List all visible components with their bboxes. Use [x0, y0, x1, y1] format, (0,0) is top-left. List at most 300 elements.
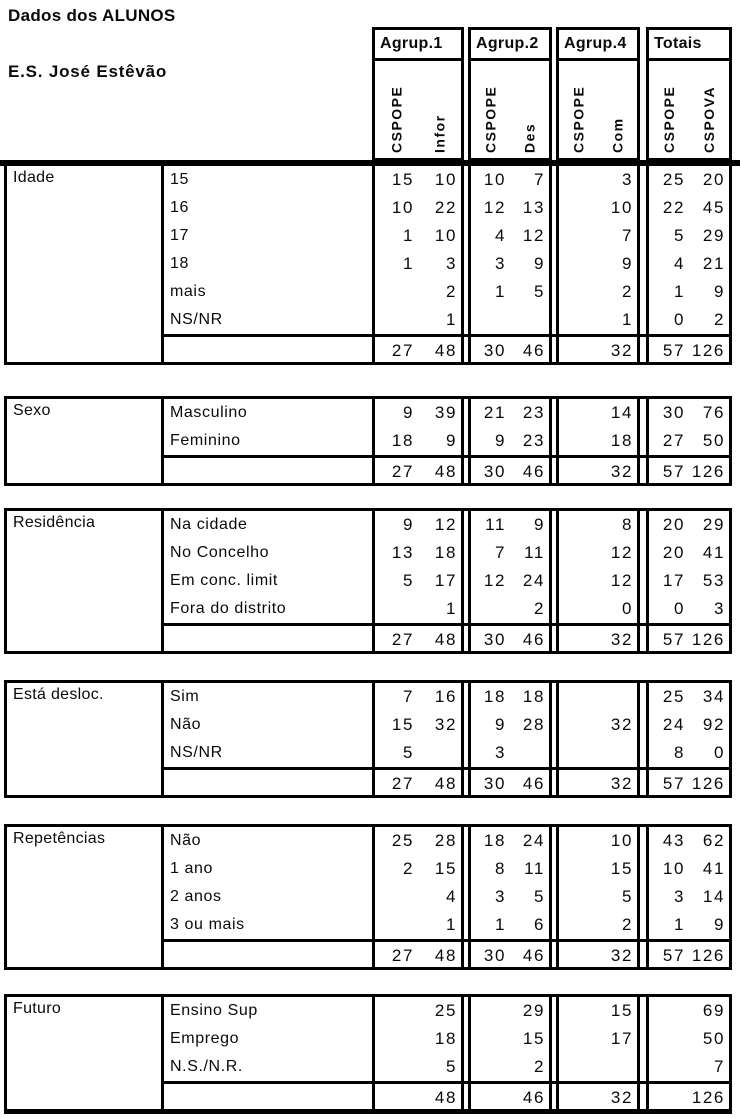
- value: [649, 1053, 689, 1081]
- value-cell: [646, 739, 732, 767]
- value: 76: [702, 403, 725, 422]
- totals-value-cell: [468, 767, 552, 795]
- value: 2: [713, 310, 725, 329]
- value: 3: [494, 743, 506, 762]
- section-label: Está desloc.: [4, 683, 164, 795]
- value: 57: [662, 774, 685, 793]
- totals-value-cell: [372, 1081, 464, 1109]
- value-cell: [556, 997, 640, 1025]
- value: [559, 883, 598, 911]
- value-cell: [372, 250, 464, 278]
- row-label: No Concelho: [170, 544, 270, 561]
- value-cell: [646, 711, 732, 739]
- value: 9: [402, 515, 414, 534]
- totals-value-cell: [372, 767, 464, 795]
- value-cell: [372, 827, 464, 855]
- value: 29: [702, 226, 725, 245]
- column-group-label: Agrup.1: [375, 30, 461, 61]
- value-cell: [646, 250, 732, 278]
- value: 2: [402, 859, 414, 878]
- row-label: 16: [170, 199, 189, 216]
- value: 7: [621, 226, 633, 245]
- value: 18: [391, 431, 414, 450]
- row-label: Ensino Sup: [170, 1002, 258, 1019]
- value: [559, 827, 598, 855]
- subcolumn-label: CSPOPE: [661, 85, 677, 153]
- value: 30: [662, 403, 685, 422]
- value: [598, 739, 637, 767]
- value: [559, 222, 598, 250]
- value: 13: [522, 198, 545, 217]
- value-cell: [468, 883, 552, 911]
- value-cell: [468, 399, 552, 427]
- column-group-label: Agrup.4: [559, 30, 637, 61]
- row-label: 15: [170, 171, 189, 188]
- table-section: [4, 166, 732, 365]
- value: [559, 683, 598, 711]
- value-cell: [556, 166, 640, 194]
- value: [598, 683, 637, 711]
- value: 0: [621, 599, 633, 618]
- value: [559, 166, 598, 194]
- value: 126: [691, 341, 725, 360]
- value-cell: [646, 595, 732, 623]
- section-label: Idade: [4, 166, 164, 362]
- value: 6: [533, 915, 545, 934]
- value-cell: [468, 855, 552, 883]
- subcolumn-label: Com: [609, 117, 626, 153]
- value: 4: [673, 254, 685, 273]
- totals-row-label: [164, 455, 372, 483]
- subcolumn-label: Des: [521, 122, 538, 153]
- table-section: [4, 680, 732, 798]
- value: 8: [673, 743, 685, 762]
- value: 2: [621, 282, 633, 301]
- value: [649, 1084, 689, 1109]
- value: [559, 626, 598, 651]
- value: 9: [713, 915, 725, 934]
- value: 3: [494, 887, 506, 906]
- value: 9: [621, 254, 633, 273]
- totals-value-cell: [646, 1081, 732, 1109]
- value-cell: [468, 1053, 552, 1081]
- value: 34: [702, 687, 725, 706]
- value: 21: [483, 403, 506, 422]
- value: [559, 337, 598, 362]
- value: 9: [713, 282, 725, 301]
- value-cell: [646, 683, 732, 711]
- value: 18: [483, 687, 506, 706]
- section-label: Residência: [4, 511, 164, 651]
- value-cell: [372, 595, 464, 623]
- totals-value-cell: [646, 939, 732, 967]
- value: 2: [445, 282, 457, 301]
- value: [559, 194, 598, 222]
- value: 46: [522, 341, 545, 360]
- value: [471, 306, 510, 334]
- value: [559, 770, 598, 795]
- value: 57: [662, 946, 685, 965]
- value: [471, 1053, 510, 1081]
- value: 25: [434, 1001, 457, 1020]
- value: [649, 1025, 689, 1053]
- value: 1: [445, 915, 457, 934]
- value: 22: [662, 198, 685, 217]
- totals-value-cell: [646, 623, 732, 651]
- value-cell: [372, 911, 464, 939]
- value: 23: [522, 431, 545, 450]
- value: [559, 399, 598, 427]
- value-cell: [646, 997, 732, 1025]
- value-cell: [468, 539, 552, 567]
- value: [559, 595, 598, 623]
- value: 53: [702, 571, 725, 590]
- value-cell: [468, 997, 552, 1025]
- value: [559, 306, 598, 334]
- value: 18: [434, 1029, 457, 1048]
- value: 4: [494, 226, 506, 245]
- value: 32: [610, 1088, 633, 1107]
- value: [418, 739, 461, 767]
- value: 32: [610, 715, 633, 734]
- value-cell: [372, 1025, 464, 1053]
- value: 22: [434, 198, 457, 217]
- row-label: 18: [170, 255, 189, 272]
- value: 28: [434, 831, 457, 850]
- value-cell: [646, 278, 732, 306]
- subcolumn-label: CSPOPE: [482, 85, 499, 153]
- value-cell: [468, 683, 552, 711]
- value: 126: [691, 946, 725, 965]
- value-cell: [372, 194, 464, 222]
- value: 69: [702, 1001, 725, 1020]
- value: 1: [445, 310, 457, 329]
- table-section: [4, 508, 732, 654]
- value-cell: [468, 595, 552, 623]
- subcolumn-label: Infor: [431, 114, 448, 153]
- school-name: E.S. José Estêvão: [8, 62, 168, 81]
- value: [559, 511, 598, 539]
- value: 20: [662, 543, 685, 562]
- value-cell: [646, 1053, 732, 1081]
- value: 57: [662, 341, 685, 360]
- value: 12: [434, 515, 457, 534]
- value-cell: [646, 855, 732, 883]
- row-label: 3 ou mais: [170, 916, 245, 933]
- value: 46: [522, 774, 545, 793]
- value: [598, 1053, 637, 1081]
- value: 1: [494, 282, 506, 301]
- value: 27: [391, 630, 414, 649]
- value: 3: [713, 599, 725, 618]
- value: 5: [402, 571, 414, 590]
- value: [375, 278, 418, 306]
- totals-value-cell: [556, 767, 640, 795]
- value: [510, 306, 549, 334]
- value-cell: [646, 1025, 732, 1053]
- totals-value-cell: [646, 455, 732, 483]
- value: 32: [610, 341, 633, 360]
- value: 8: [494, 859, 506, 878]
- totals-row-label: [164, 334, 372, 362]
- value: 25: [662, 687, 685, 706]
- value: 24: [662, 715, 685, 734]
- totals-value-cell: [372, 334, 464, 362]
- totals-row-label: [164, 767, 372, 795]
- totals-value-cell: [372, 623, 464, 651]
- value: 1: [673, 915, 685, 934]
- value: 46: [522, 462, 545, 481]
- value: 14: [610, 403, 633, 422]
- value: 25: [391, 831, 414, 850]
- value-cell: [372, 166, 464, 194]
- column-group-label: Totais: [649, 30, 729, 61]
- totals-row-label: [164, 939, 372, 967]
- value: 15: [610, 859, 633, 878]
- value: 46: [522, 946, 545, 965]
- value: [375, 997, 418, 1025]
- value: 9: [402, 403, 414, 422]
- value-cell: [646, 567, 732, 595]
- value-cell: [468, 711, 552, 739]
- value-cell: [372, 683, 464, 711]
- value: 126: [691, 630, 725, 649]
- value: [559, 250, 598, 278]
- value: 48: [434, 341, 457, 360]
- value: 15: [391, 170, 414, 189]
- row-label: 2 anos: [170, 888, 222, 905]
- table-section: [4, 396, 732, 486]
- value-cell: [646, 399, 732, 427]
- row-label: mais: [170, 283, 207, 300]
- row-label: Masculino: [170, 404, 248, 421]
- value: [375, 1084, 418, 1109]
- value: 46: [522, 1088, 545, 1107]
- value-cell: [646, 827, 732, 855]
- value: 0: [673, 310, 685, 329]
- column-group: [372, 27, 464, 161]
- value: 9: [494, 431, 506, 450]
- value: 126: [691, 1088, 725, 1107]
- column-group: [468, 27, 552, 161]
- value: 9: [533, 254, 545, 273]
- value: 1: [445, 599, 457, 618]
- totals-row-label: [164, 623, 372, 651]
- totals-value-cell: [372, 455, 464, 483]
- value: 11: [524, 859, 545, 878]
- value: 7: [494, 543, 506, 562]
- value: 17: [662, 571, 685, 590]
- value: [559, 1084, 598, 1109]
- value: 5: [533, 887, 545, 906]
- value: [375, 883, 418, 911]
- value: 1: [402, 254, 414, 273]
- value: 32: [610, 630, 633, 649]
- value: [559, 1053, 598, 1081]
- totals-value-cell: [646, 334, 732, 362]
- value: 4: [445, 887, 457, 906]
- value-cell: [372, 511, 464, 539]
- totals-value-cell: [556, 455, 640, 483]
- row-label: Emprego: [170, 1030, 240, 1047]
- value: 30: [483, 630, 506, 649]
- value: 12: [610, 543, 633, 562]
- value: 32: [610, 774, 633, 793]
- section-label: Repetências: [4, 827, 164, 967]
- value-cell: [468, 511, 552, 539]
- value-cell: [372, 567, 464, 595]
- value-cell: [468, 250, 552, 278]
- row-label: Não: [170, 716, 202, 733]
- value-cell: [468, 166, 552, 194]
- value: 30: [483, 946, 506, 965]
- value: 18: [610, 431, 633, 450]
- table-section: [4, 824, 732, 970]
- row-label: Feminino: [170, 432, 241, 449]
- subcolumn-label: CSPOVA: [701, 85, 717, 153]
- table-section: [4, 994, 732, 1114]
- page-title: Dados dos ALUNOS: [8, 6, 176, 25]
- row-label: N.S./N.R.: [170, 1058, 243, 1075]
- value: 20: [662, 515, 685, 534]
- value: 17: [610, 1029, 633, 1048]
- value: 1: [621, 310, 633, 329]
- value-cell: [646, 539, 732, 567]
- value: 17: [434, 571, 457, 590]
- row-label: Fora do distrito: [170, 600, 287, 617]
- section-label: Futuro: [4, 997, 164, 1109]
- value: 62: [702, 831, 725, 850]
- value: 5: [445, 1057, 457, 1076]
- value-cell: [372, 427, 464, 455]
- value: 15: [522, 1029, 545, 1048]
- value: 57: [662, 462, 685, 481]
- value: 16: [434, 687, 457, 706]
- totals-value-cell: [468, 623, 552, 651]
- value: 27: [391, 946, 414, 965]
- value: 41: [702, 543, 725, 562]
- value: [559, 427, 598, 455]
- value: 1: [673, 282, 685, 301]
- value-cell: [556, 827, 640, 855]
- row-label: NS/NR: [170, 311, 223, 328]
- value-cell: [372, 997, 464, 1025]
- value-cell: [556, 222, 640, 250]
- value: [559, 1025, 598, 1053]
- value-cell: [646, 166, 732, 194]
- value: 9: [445, 431, 457, 450]
- value: 9: [494, 715, 506, 734]
- value: 11: [524, 543, 545, 562]
- value: [471, 595, 510, 623]
- value: 10: [434, 226, 457, 245]
- totals-value-cell: [556, 334, 640, 362]
- value-cell: [556, 683, 640, 711]
- value-cell: [372, 306, 464, 334]
- value-cell: [556, 1053, 640, 1081]
- value-cell: [468, 1025, 552, 1053]
- column-group: [646, 27, 732, 161]
- value: 43: [662, 831, 685, 850]
- value: [375, 306, 418, 334]
- value: 3: [621, 170, 633, 189]
- value: 5: [673, 226, 685, 245]
- value: 15: [434, 859, 457, 878]
- value-cell: [646, 883, 732, 911]
- value-cell: [556, 911, 640, 939]
- totals-row-label: [164, 1081, 372, 1109]
- value: 48: [434, 946, 457, 965]
- value: [471, 1025, 510, 1053]
- value-cell: [468, 567, 552, 595]
- value-cell: [556, 739, 640, 767]
- value: 126: [691, 774, 725, 793]
- value: 0: [713, 743, 725, 762]
- value-cell: [372, 399, 464, 427]
- column-group-subheaders: [649, 61, 729, 158]
- value-cell: [556, 567, 640, 595]
- value: [559, 911, 598, 939]
- value: [471, 1084, 510, 1109]
- value: 9: [533, 515, 545, 534]
- value: 13: [391, 543, 414, 562]
- subcolumn-label: CSPOPE: [388, 85, 405, 153]
- value: [471, 997, 510, 1025]
- value: [559, 539, 598, 567]
- column-group-subheaders: [375, 61, 461, 158]
- value: [559, 278, 598, 306]
- value: 11: [485, 515, 506, 534]
- value: 29: [702, 515, 725, 534]
- value: 48: [434, 1088, 457, 1107]
- value-cell: [468, 827, 552, 855]
- value: 7: [402, 687, 414, 706]
- row-label: Sim: [170, 688, 200, 705]
- value: 14: [702, 887, 725, 906]
- value-cell: [556, 883, 640, 911]
- totals-value-cell: [468, 1081, 552, 1109]
- value: 2: [533, 1057, 545, 1076]
- value-cell: [372, 222, 464, 250]
- value: 5: [402, 743, 414, 762]
- value: 39: [434, 403, 457, 422]
- value: 126: [691, 462, 725, 481]
- value: 48: [434, 630, 457, 649]
- value: 30: [483, 462, 506, 481]
- totals-value-cell: [468, 939, 552, 967]
- value: [510, 739, 549, 767]
- value: 27: [391, 341, 414, 360]
- value: 57: [662, 630, 685, 649]
- value: 10: [483, 170, 506, 189]
- value: 12: [483, 571, 506, 590]
- value: 24: [522, 571, 545, 590]
- value-cell: [372, 278, 464, 306]
- value-cell: [372, 539, 464, 567]
- value: 15: [391, 715, 414, 734]
- column-group-subheaders: [471, 61, 549, 158]
- value: 15: [610, 1001, 633, 1020]
- column-group-label: Agrup.2: [471, 30, 549, 61]
- value-cell: [556, 194, 640, 222]
- value: [559, 739, 598, 767]
- value-cell: [468, 739, 552, 767]
- value: 20: [702, 170, 725, 189]
- value: 48: [434, 774, 457, 793]
- value: [375, 1025, 418, 1053]
- row-label: NS/NR: [170, 744, 223, 761]
- value-cell: [556, 399, 640, 427]
